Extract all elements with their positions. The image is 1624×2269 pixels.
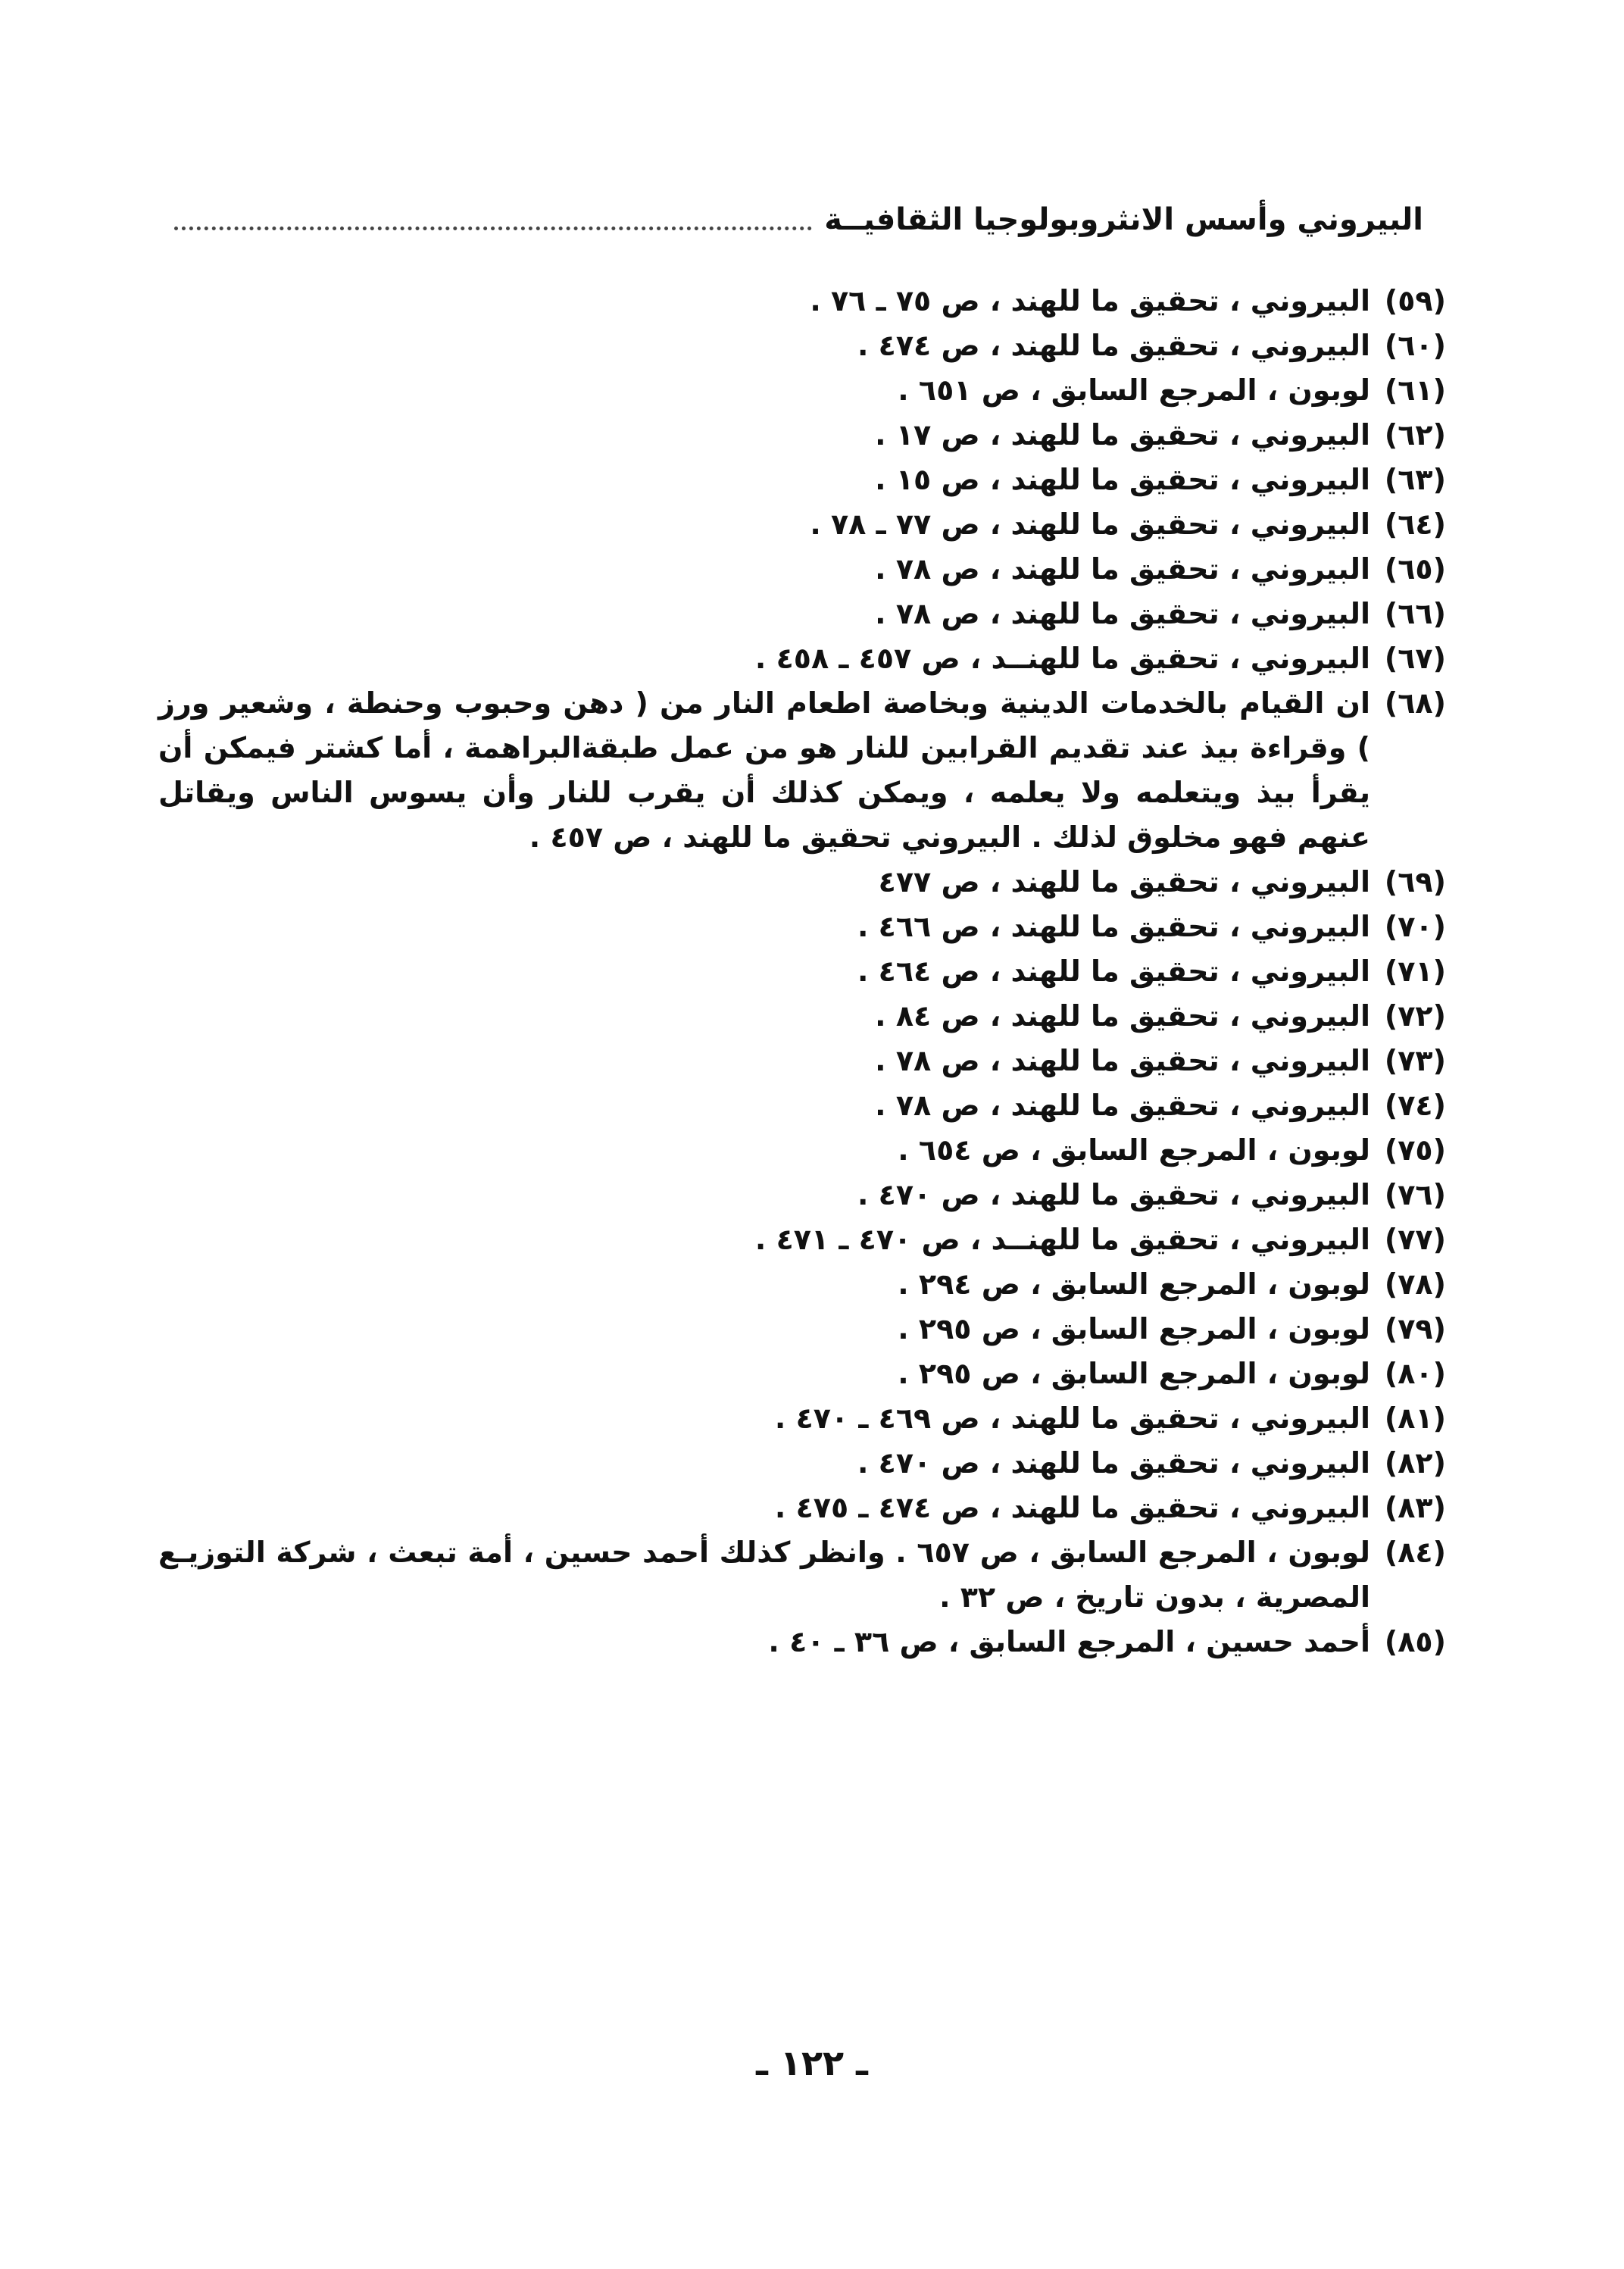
endnote — [158, 1083, 1446, 1128]
endnote-number: (٨٠) — [1384, 1357, 1446, 1390]
endnote — [158, 1620, 1446, 1664]
endnote-number: (٥٩) — [1384, 284, 1446, 317]
endnote-long — [158, 681, 1446, 860]
running-title: البيروني وأسس الانثروبولوجيا الثقافيــة — [824, 202, 1423, 237]
endnote-text: لوبون ، المرجع السابق ، ص ٦٥١ . — [898, 373, 1370, 407]
endnote-text: البيروني ، تحقيق ما للهند ، ص ٧٧ ـ ٧٨ . — [810, 508, 1370, 541]
endnote-text: أحمد حسين ، المرجع السابق ، ص ٣٦ ـ ٤٠ . — [768, 1625, 1370, 1658]
endnote-number: (٦٥) — [1384, 552, 1446, 586]
endnote-text: البيروني ، تحقيق ما للهند ، ص ٧٨ . — [875, 1089, 1370, 1122]
endnote-text: البيروني ، تحقيق ما للهند ، ص ١٧ . — [875, 418, 1370, 452]
endnote-number: (٨٤) — [1384, 1536, 1446, 1569]
endnote — [158, 547, 1446, 592]
endnote-text: لوبون ، المرجع السابق ، ص ٢٩٤ . — [898, 1267, 1370, 1301]
running-header — [174, 182, 1423, 235]
endnote-text: لوبون ، المرجع السابق ، ص ٦٥٤ . — [898, 1133, 1370, 1167]
endnote — [158, 1307, 1446, 1352]
endnotes-list — [158, 279, 1446, 1664]
endnote — [158, 1217, 1446, 1262]
endnote — [158, 905, 1446, 949]
endnote — [158, 368, 1446, 413]
endnote-text: البيروني ، تحقيق ما للهند ، ص ٤٦٦ . — [857, 910, 1370, 943]
endnote-text: البيروني ، تحقيق ما للهند ، ص ٤٧٠ . — [857, 1446, 1370, 1480]
endnote — [158, 323, 1446, 368]
endnote-text: البيروني ، تحقيق ما للهنــد ، ص ٤٥٧ ـ ٤٥٨ . — [754, 642, 1370, 675]
endnote — [158, 949, 1446, 994]
endnote-number: (٦٦) — [1384, 597, 1446, 630]
endnote-number: (٧٤) — [1384, 1089, 1446, 1122]
endnote-number: (٧٧) — [1384, 1223, 1446, 1256]
endnote-number: (٧٣) — [1384, 1044, 1446, 1077]
endnote-text: البيروني ، تحقيق ما للهند ، ص ٤٧٤ . — [857, 329, 1370, 362]
endnote — [158, 636, 1446, 681]
endnote-number: (٦٣) — [1384, 463, 1446, 496]
endnote-text: البيروني ، تحقيق ما للهند ، ص ٤٦٤ . — [857, 955, 1370, 988]
endnote — [158, 1352, 1446, 1396]
endnote-number: (٦٩) — [1384, 865, 1446, 899]
endnote-text: البيروني ، تحقيق ما للهند ، ص ٧٨ . — [875, 552, 1370, 586]
endnote — [158, 279, 1446, 323]
endnote — [158, 1262, 1446, 1307]
endnote — [158, 1173, 1446, 1217]
endnote-number: (٦١) — [1384, 373, 1446, 407]
endnote-text: لوبون ، المرجع السابق ، ص ٢٩٥ . — [898, 1357, 1370, 1390]
endnote-text: البيروني ، تحقيق ما للهند ، ص ٧٨ . — [875, 1044, 1370, 1077]
endnote-long — [158, 1530, 1446, 1620]
endnote-number: (٦٠) — [1384, 329, 1446, 362]
endnote-text: البيروني ، تحقيق ما للهنــد ، ص ٤٧٠ ـ ٤٧١ . — [754, 1223, 1370, 1256]
endnote — [158, 413, 1446, 458]
endnote-number: (٦٢) — [1384, 418, 1446, 452]
endnote — [158, 458, 1446, 502]
endnote — [158, 1128, 1446, 1173]
endnote — [158, 592, 1446, 636]
endnote — [158, 1441, 1446, 1486]
endnote — [158, 1396, 1446, 1441]
endnote-number: (٧٨) — [1384, 1267, 1446, 1301]
endnote — [158, 994, 1446, 1039]
endnote-text: البيروني ، تحقيق ما للهند ، ص ٧٥ ـ ٧٦ . — [810, 284, 1370, 317]
endnote-number: (٨٣) — [1384, 1491, 1446, 1524]
endnote — [158, 1486, 1446, 1530]
endnote-text: البيروني ، تحقيق ما للهند ، ص ٧٨ . — [875, 597, 1370, 630]
endnote-text: البيروني ، تحقيق ما للهند ، ص ٤٦٩ ـ ٤٧٠ . — [774, 1402, 1370, 1435]
endnote-number: (٨٥) — [1384, 1625, 1446, 1658]
endnote-text: ان القيام بالخدمات الدينية وبخاصة اطعام النار من ( دهن وحبوب وحنطة ، وشعير ورز ) وقراءة بيذ عند تقديم القرابين للنار هو من عمل طبقةالبراهمة ، أما كشتر فيمكن أن يقرأ بيذ ويتعلمه ولا يعلمه ، ويمكن كذلك أن يقرب للنار وأن يسوس الناس ويقاتل عنهم فهو مخلوق لذلك . البيروني تحقيق ما للهند ، ص ٤٥٧ . — [158, 686, 1370, 854]
endnote-number: (٧٩) — [1384, 1312, 1446, 1345]
endnote-text: البيروني ، تحقيق ما للهند ، ص ٨٤ . — [875, 999, 1370, 1033]
endnote — [158, 1039, 1446, 1083]
endnote-text: البيروني ، تحقيق ما للهند ، ص ١٥ . — [875, 463, 1370, 496]
endnote-number: (٦٧) — [1384, 642, 1446, 675]
endnote-number: (٧٥) — [1384, 1133, 1446, 1167]
endnote-number: (٦٤) — [1384, 508, 1446, 541]
endnote-text: البيروني ، تحقيق ما للهند ، ص ٤٧٠ . — [857, 1178, 1370, 1211]
endnote-number: (٨٢) — [1384, 1446, 1446, 1480]
endnote-number: (٧٠) — [1384, 910, 1446, 943]
endnote-text: لوبون ، المرجع السابق ، ص ٦٥٧ . وانظر كذلك أحمد حسين ، أمة تبعث ، شركة التوزيـع المصرية ، بدون تاريخ ، ص ٣٢ . — [158, 1536, 1370, 1614]
endnote-number: (٧١) — [1384, 955, 1446, 988]
endnote-text: لوبون ، المرجع السابق ، ص ٢٩٥ . — [898, 1312, 1370, 1345]
endnote — [158, 502, 1446, 547]
page-number: ـ ١٢٢ ـ — [756, 2042, 868, 2083]
endnote-text: البيروني ، تحقيق ما للهند ، ص ٤٧٤ ـ ٤٧٥ . — [774, 1491, 1370, 1524]
endnote — [158, 860, 1446, 905]
header-dotted-rule — [174, 227, 812, 230]
endnote-number: (٧٢) — [1384, 999, 1446, 1033]
endnote-number: (٦٨) — [1384, 686, 1446, 720]
endnote-text: البيروني ، تحقيق ما للهند ، ص ٤٧٧ — [878, 865, 1370, 899]
endnote-number: (٧٦) — [1384, 1178, 1446, 1211]
endnote-number: (٨١) — [1384, 1402, 1446, 1435]
